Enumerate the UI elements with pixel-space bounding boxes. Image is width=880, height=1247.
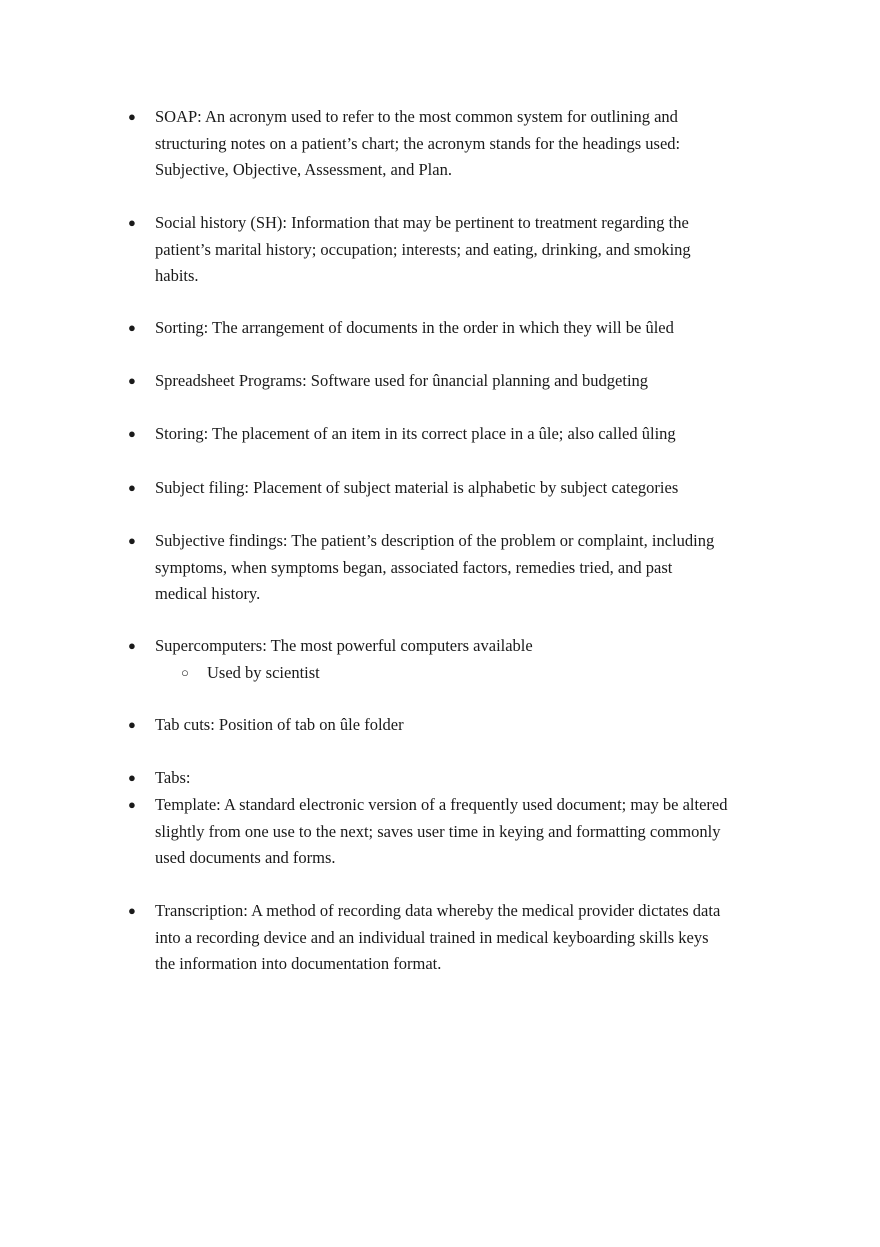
bullet-icon: ●: [128, 638, 136, 653]
list-item-subject-filing: [128, 475, 728, 502]
list-item-text: Template: A standard electronic version of a frequently used document; may be altered slightly from one use to the next; saves user time in keying and formatting commonly used documents and forms.: [155, 795, 728, 867]
list-item-soap: [128, 104, 728, 184]
list-item-template: [128, 792, 728, 872]
list-item-text: Social history (SH): Information that may be pertinent to treatment regarding the patient’s marital history; occupation; interests; and eating, drinking, and smoking habits.: [155, 213, 691, 285]
bullet-icon: ●: [128, 215, 136, 230]
list-item-storing: [128, 421, 728, 448]
hollow-bullet-icon: ○: [181, 665, 189, 680]
list-item-transcription: [128, 898, 728, 978]
list-item-text: Storing: The placement of an item in its correct place in a ûle; also called ûling: [155, 424, 676, 443]
bullet-icon: ●: [128, 717, 136, 732]
bullet-icon: ●: [128, 480, 136, 495]
list-item-text: Supercomputers: The most powerful computers available: [155, 636, 533, 655]
list-item-text: Sorting: The arrangement of documents in the order in which they will be ûled: [155, 318, 674, 337]
list-item-tabs: [128, 765, 728, 792]
list-item-text: Transcription: A method of recording data whereby the medical provider dictates data into a recording device and an individual trained in medical keyboarding skills keys the information into documentation format.: [155, 901, 721, 973]
list-item-text: Tabs:: [155, 768, 191, 787]
bullet-icon: ●: [128, 770, 136, 785]
list-item-text: Tab cuts: Position of tab on ûle folder: [155, 715, 404, 734]
list-item-spreadsheet-programs: [128, 368, 728, 395]
bullet-icon: ●: [128, 320, 136, 335]
list-item-sorting: [128, 315, 728, 342]
list-item-tab-cuts: [128, 712, 728, 739]
sub-list-item-text: Used by scientist: [207, 663, 320, 682]
list-item-subjective-findings: [128, 528, 728, 608]
bullet-icon: ●: [128, 533, 136, 548]
list-item-text: SOAP: An acronym used to refer to the most common system for outlining and structuring notes on a patient’s chart; the acronym stands for the headings used: Subjective, Objective, Assessment, and Plan.: [155, 107, 681, 179]
sub-list-item-used-by-scientist: [181, 660, 701, 687]
bullet-icon: ●: [128, 373, 136, 388]
bullet-icon: ●: [128, 109, 136, 124]
list-item-text: Subject filing: Placement of subject material is alphabetic by subject categories: [155, 478, 679, 497]
list-item-supercomputers: [128, 633, 728, 660]
bullet-icon: ●: [128, 797, 136, 812]
list-item-social-history: [128, 210, 728, 290]
list-item-text: Subjective findings: The patient’s description of the problem or complaint, including symptoms, when symptoms began, associated factors, remedies tried, and past medical history.: [155, 531, 715, 603]
bullet-icon: ●: [128, 426, 136, 441]
list-item-text: Spreadsheet Programs: Software used for ûnancial planning and budgeting: [155, 371, 649, 390]
bullet-icon: ●: [128, 903, 136, 918]
